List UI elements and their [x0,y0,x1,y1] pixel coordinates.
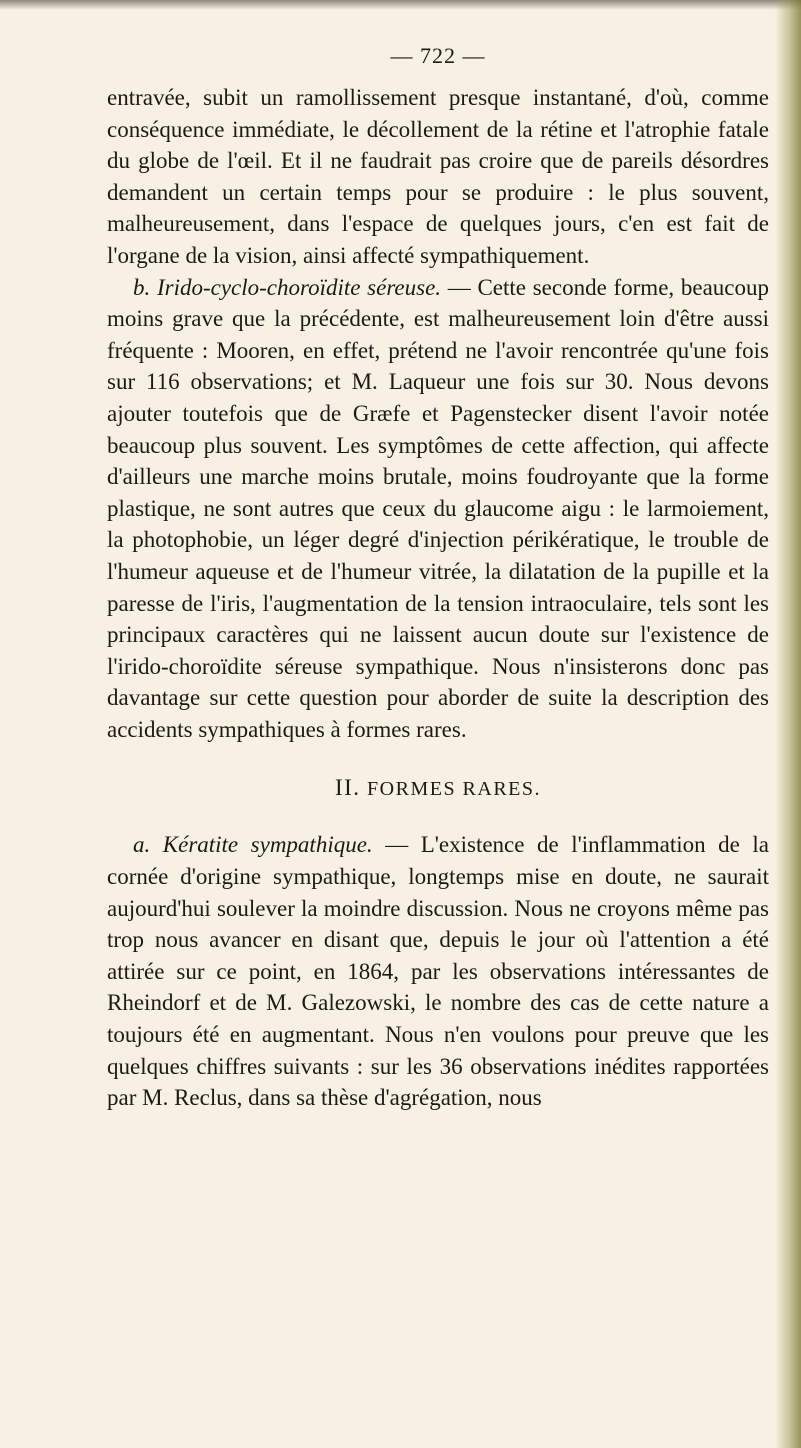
section-a-title: Kératite sympathique. [162,832,373,858]
page-top-shadow [0,0,801,10]
section-b-title: Irido-cyclo-choroïdite séreuse. [156,274,442,300]
page-edge-shadow [775,0,801,1448]
section-heading-number: II. [334,775,361,801]
section-a-label: a. [133,832,163,858]
section-a-text: — L'existence de l'inflammation de la cornée d'origine sympathique, longtemps mise en doute, ne saurait aujourd'hui soulever la moindre discussion. Nous ne croyons même pas trop nous avancer en disant que, depuis le jour où l'attention a été attirée sur ce point, en 1864, par les observations intéressantes de Rheindorf et de M. Galezowski, le nombre des cas de cette nature a toujours été en augmentant. Nous n'en voulons pour preuve que les quelques chiffres suivants : sur les 36 observations inédites rapportées par M. Reclus, dans sa thèse d'agrégation, nous [107,832,769,1111]
paragraph-irido-cyclo-choroidite [107,272,769,746]
book-page [107,38,769,1114]
section-heading-text: FORMES RARES. [367,778,542,801]
page-number: — 722 — [390,43,486,68]
section-b-label: b. [133,274,157,300]
paragraph-continuation: entravée, subit un ramollissement presque instantané, d'où, comme conséquence immédiate, le décollement de la rétine et l'atrophie fatale du globe de l'œil. Et il ne faudrait pas croire que de pareils désordres demandent un certain temps pour se produire : le plus souvent, malheureusement, dans l'espace de quelques jours, c'en est fait de l'organe de la vision, ainsi affecté sympathiquement. [107,85,769,268]
section-b-text: — Cette seconde forme, beaucoup moins grave que la précédente, est malheureusement loin d'être aussi fréquente : Mooren, en effet, prétend ne l'avoir rencontrée qu'une fois sur 116 observations; et M. Laqueur une fois sur 30. Nous devons ajouter toutefois que de Græfe et Pagenstecker disent l'avoir notée beaucoup plus souvent. Les symptômes de cette affection, qui affecte d'ailleurs une marche moins brutale, moins foudroyante que la forme plastique, ne sont autres que ceux du glaucome aigu : le larmoiement, la photophobie, un léger degré d'injection périkératique, le trouble de l'humeur aqueuse et de l'humeur vitrée, la dilatation de la pupille et la paresse de l'iris, l'augmentation de la tension intraoculaire, tels sont les principaux caractères qui ne laissent aucun doute sur l'existence de l'irido-choroïdite séreuse sympathique. Nous n'insisterons donc pas davantage sur cette question pour aborder de suite la description des accidents sympathiques à formes rares. [107,274,769,742]
paragraph-keratite [107,829,769,1113]
section-heading [107,771,769,805]
